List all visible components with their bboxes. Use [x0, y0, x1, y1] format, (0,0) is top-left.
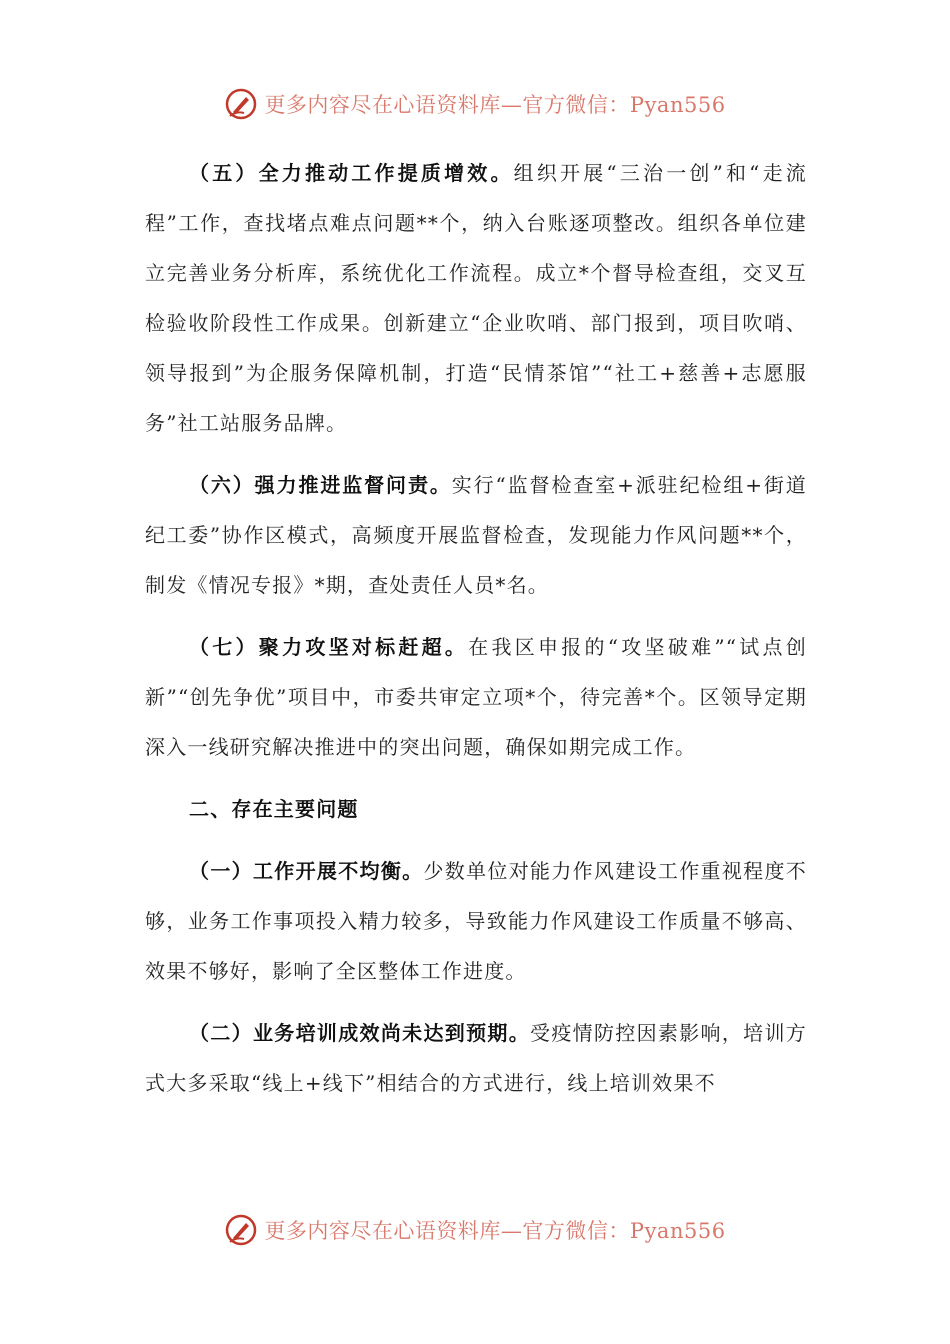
- pen-circle-logo-icon: [224, 1213, 258, 1247]
- paragraph-title: （七）聚力攻坚对标赶超。: [189, 635, 469, 659]
- paragraph-body: 受疫情防控因素影响，培训方式大多采取“线上+线下”相结合的方式进行，线上培训效果不: [145, 1021, 807, 1095]
- pen-circle-logo-icon: [224, 87, 258, 121]
- paragraph-body: 实行“监督检查室+派驻纪检组+街道纪工委”协作区模式，高频度开展监督检查，发现能力作风问题**个，制发《情况专报》*期，查处责任人员*名。: [145, 473, 808, 597]
- paragraph-body: 组织开展“三治一创”和“走流程”工作，查找堵点难点问题**个，纳入台账逐项整改。组织各单位建立完善业务分析库，系统优化工作流程。成立*个督导检查组，交叉互检验收阶段性工作成果。创新建立“企业吹哨、部门报到，项目吹哨、领导报到”为企服务保障机制，打造“民情茶馆”“社工+慈善+志愿服务”社工站服务品牌。: [145, 161, 807, 435]
- paragraph-7: [145, 622, 807, 772]
- paragraph-body: 在我区申报的“攻坚破难”“试点创新”“创先争优”项目中，市委共审定立项*个，待完善*个。区领导定期深入一线研究解决推进中的突出问题，确保如期完成工作。: [145, 635, 808, 759]
- paragraph-body: 少数单位对能力作风建设工作重视程度不够，业务工作事项投入精力较多，导致能力作风建设工作质量不够高、效果不够好，影响了全区整体工作进度。: [145, 859, 807, 983]
- banner-text: 更多内容尽在心语资料库—官方微信：Pyan556: [264, 93, 726, 117]
- paragraph-6: [145, 460, 807, 610]
- problem-1: [145, 846, 807, 996]
- paragraph-title: （五）全力推动工作提质增效。: [189, 161, 514, 185]
- paragraph-title: （一）工作开展不均衡。: [189, 859, 424, 883]
- header-banner: [0, 84, 950, 124]
- section-heading: 二、存在主要问题: [189, 797, 359, 821]
- paragraph-title: （六）强力推进监督问责。: [189, 473, 452, 497]
- paragraph-5: [145, 148, 807, 448]
- footer-banner: [0, 1210, 950, 1250]
- problem-2: [145, 1008, 807, 1108]
- paragraph-title: （二）业务培训成效尚未达到预期。: [189, 1021, 531, 1045]
- banner-text: 更多内容尽在心语资料库—官方微信：Pyan556: [264, 1219, 726, 1243]
- document-body: [145, 148, 807, 1120]
